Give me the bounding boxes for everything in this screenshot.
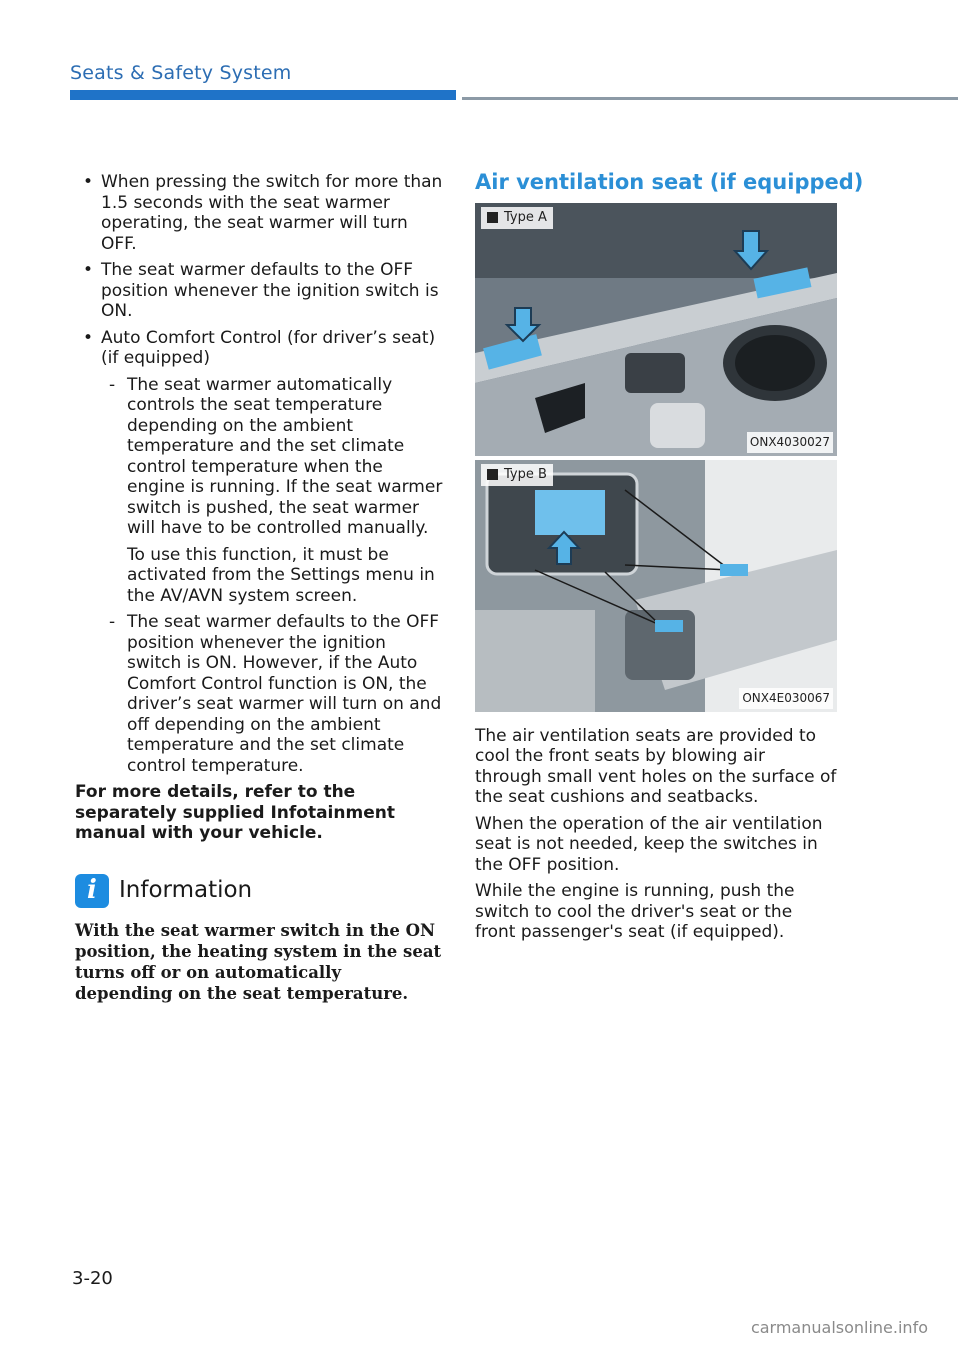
type-label-text: Type A — [504, 209, 547, 225]
info-icon: i — [75, 874, 109, 908]
info-title: Information — [119, 877, 253, 904]
paragraph: When the operation of the air ventilation seat is not needed, keep the switches in the OFF position. — [475, 813, 823, 875]
bold-note: For more details, refer to the separately supplied Infotainment manual with your vehicle. — [75, 782, 395, 843]
section-title: Seats & Safety System — [70, 62, 292, 84]
console-illustration-b — [475, 460, 837, 712]
paragraph: While the engine is running, push the switch to cool the driver's seat or the front passenger's seat (if equipped). — [475, 881, 795, 942]
sub-item: - The seat warmer defaults to the OFF position whenever the ignition switch is ON. However, if the Auto Comfort Control function is ON, the driver’s seat warmer will turn on and off depending on the ambient temperature and the set climate control temperature. — [101, 612, 443, 776]
paragraph: The air ventilation seats are provided to cool the front seats by blowing air through small vent holes on the surface of the seat cushions and seatbacks. — [475, 725, 837, 807]
header-rule-blue — [70, 90, 456, 100]
sub-item — [101, 375, 443, 607]
right-column — [475, 170, 864, 949]
sub-item-text: - The seat warmer automatically controls the seat temperature depending on the ambient temperature and the set climate control temperature when the engine is running. If the seat warmer switch is pushed, the seat warmer will have to be controlled manually. — [127, 374, 443, 538]
bullet-item: • When pressing the switch for more than 1.5 seconds with the seat warmer operating, the seat warmer will turn OFF. — [75, 172, 443, 254]
info-body: With the seat warmer switch in the ON position, the heating system in the seat turns off or on automatically depending on the seat temperature. — [75, 920, 442, 1003]
ventilation-text — [475, 726, 837, 943]
type-label — [481, 464, 553, 487]
square-bullet-icon — [487, 469, 498, 480]
bullet-list — [75, 172, 443, 776]
type-label — [481, 207, 553, 230]
console-illustration-a — [475, 203, 837, 456]
photo-type-a — [475, 203, 837, 456]
page-number: 3-20 — [72, 1268, 113, 1289]
section-heading: Air ventilation seat (if equipped) — [475, 170, 864, 194]
footer-watermark: carmanualsonline.info — [750, 1318, 928, 1337]
square-bullet-icon — [487, 212, 498, 223]
info-heading — [75, 874, 443, 908]
header-rule-gray — [462, 97, 958, 100]
bullet-item: • The seat warmer defaults to the OFF position whenever the ignition switch is ON. — [75, 260, 443, 322]
sub-item-extra: To use this function, it must be activated from the Settings menu in the AV/AVN system screen. — [127, 544, 435, 606]
photo-type-b — [475, 460, 837, 712]
sub-list — [101, 375, 443, 777]
bullet-item — [75, 328, 443, 777]
type-label-text: Type B — [504, 466, 547, 482]
image-code: ONX4030027 — [747, 432, 833, 453]
left-column — [75, 172, 443, 1004]
image-code: ONX4E030067 — [739, 688, 833, 709]
bullet-item-text: Auto Comfort Control (for driver’s seat) (if equipped) — [101, 327, 436, 368]
